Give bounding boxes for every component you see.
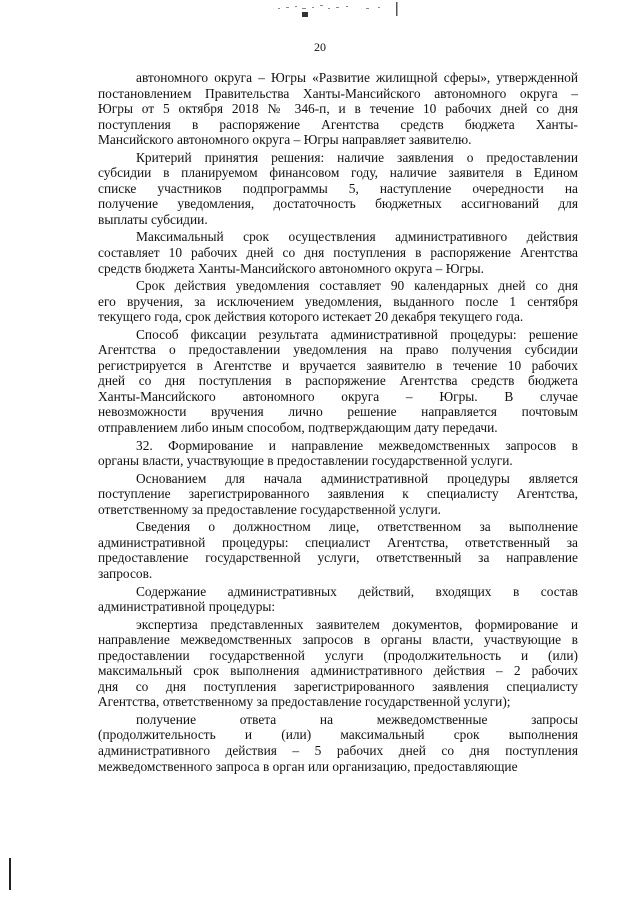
text-line: ответственному за предоставление государственной услуги.: [98, 501, 441, 517]
paragraph: [98, 229, 578, 276]
page-number: 20: [314, 40, 326, 54]
paragraph: [98, 471, 578, 518]
text-line: получение уведомления, достаточность бюджетных ассигнований для: [98, 196, 578, 212]
text-line: административного действия – 5 рабочих дней со дня поступления: [98, 742, 578, 758]
text-line: органы власти, участвующие в предоставлении государственной услуги.: [98, 453, 513, 469]
paragraph: [98, 519, 578, 581]
text-line: постановлением Правительства Ханты-Мансийского автономного округа –: [98, 85, 578, 101]
text-line: Максимальный срок осуществления административного действия: [136, 229, 578, 245]
text-line: выплаты субсидии.: [98, 211, 208, 227]
paragraph: [98, 278, 578, 325]
text-line: невозможности вручения лично решение направляется почтовым: [98, 404, 578, 420]
text-line: получение ответа на межведомственные запросы: [136, 711, 578, 727]
document-body: [98, 70, 578, 776]
paragraph: [98, 617, 578, 710]
paragraph: [98, 438, 578, 469]
text-line: административной процедуры:: [98, 599, 276, 615]
text-line: дня со дня поступления зарегистрированного заявления специалисту: [98, 678, 578, 694]
text-line: предоставление государственной услуги, ответственный за направление: [98, 550, 578, 566]
text-line: текущего года, срок действия которого истекает 20 декабря текущего года.: [98, 309, 524, 325]
text-line: субсидии в планируемом финансовом году, наличие заявителя в Едином: [98, 165, 578, 181]
text-line: отправлением либо иным способом, подтверждающим дату передачи.: [98, 420, 498, 436]
text-line: Мансийского автономного округа – Югры направляет заявителю.: [98, 132, 472, 148]
text-line: межведомственного запроса в орган или организацию, предоставляющие: [98, 758, 518, 774]
text-line: Срок действия уведомления составляет 90 календарных дней со дня: [136, 278, 578, 294]
text-line: административной процедуры: специалист Агентства, ответственный за: [98, 534, 578, 550]
text-line: списке участников подпрограммы 5, наступление очередности на: [98, 180, 578, 196]
scan-artifact-mark: [268, 2, 418, 20]
text-line: запросов.: [98, 565, 153, 581]
text-line: направление межведомственных запросов в органы власти, участвующие в: [98, 632, 578, 648]
text-line: Агентства о предоставлении уведомления на право получения субсидии: [98, 342, 578, 358]
text-line: 32. Формирование и направление межведомственных запросов в: [136, 437, 578, 453]
text-line: автономного округа – Югры «Развитие жилищной сферы», утвержденной: [136, 70, 578, 85]
text-line: поступления в распоряжение Агентства средств бюджета Ханты-: [98, 116, 578, 132]
text-line: его вручения, за исключением уведомления, выданного после 1 сентября: [98, 293, 578, 309]
text-line: Способ фиксации результата административной процедуры: решение: [136, 326, 578, 342]
paragraph-gap: [98, 774, 578, 776]
paragraph: [98, 70, 578, 148]
text-line: Содержание административных действий, входящих в состав: [136, 583, 578, 599]
text-line: Критерий принятия решения: наличие заявления о предоставлении: [136, 149, 578, 165]
paragraph: [98, 584, 578, 615]
text-line: Ханты-Мансийского автономного округа – Югры. В случае: [98, 388, 578, 404]
text-line: составляет 10 рабочих дней со дня поступления в распоряжение Агентства: [98, 245, 578, 261]
text-line: предоставлении государственной услуги (продолжительность и (или): [98, 647, 578, 663]
text-line: дней со дня поступления в распоряжение Агентства средств бюджета: [98, 373, 578, 389]
text-line: Агентства, ответственному за предоставление государственной услуги);: [98, 694, 511, 710]
text-line: средств бюджета Ханты-Мансийского автономного округа – Югры.: [98, 260, 484, 276]
paragraph: [98, 150, 578, 228]
text-line: экспертиза представленных заявителем документов, формирование и: [136, 616, 578, 632]
text-line: поступление зарегистрированного заявления к специалисту Агентства,: [98, 486, 578, 502]
text-line: Основанием для начала административной процедуры является: [136, 470, 578, 486]
margin-binding-mark: [9, 858, 11, 890]
text-line: регистрируется в Агентстве и вручается заявителю в течение 10 рабочих: [98, 357, 578, 373]
text-line: Сведения о должностном лице, ответственном за выполнение: [136, 519, 578, 535]
text-line: Югры от 5 октября 2018 № 346-п, и в течение 10 рабочих дней со дня: [98, 101, 578, 117]
paragraph: [98, 712, 578, 774]
text-line: (продолжительность и (или) максимальный срок выполнения: [98, 727, 578, 743]
paragraph: [98, 327, 578, 436]
text-line: максимальный срок выполнения административного действия – 2 рабочих: [98, 663, 578, 679]
